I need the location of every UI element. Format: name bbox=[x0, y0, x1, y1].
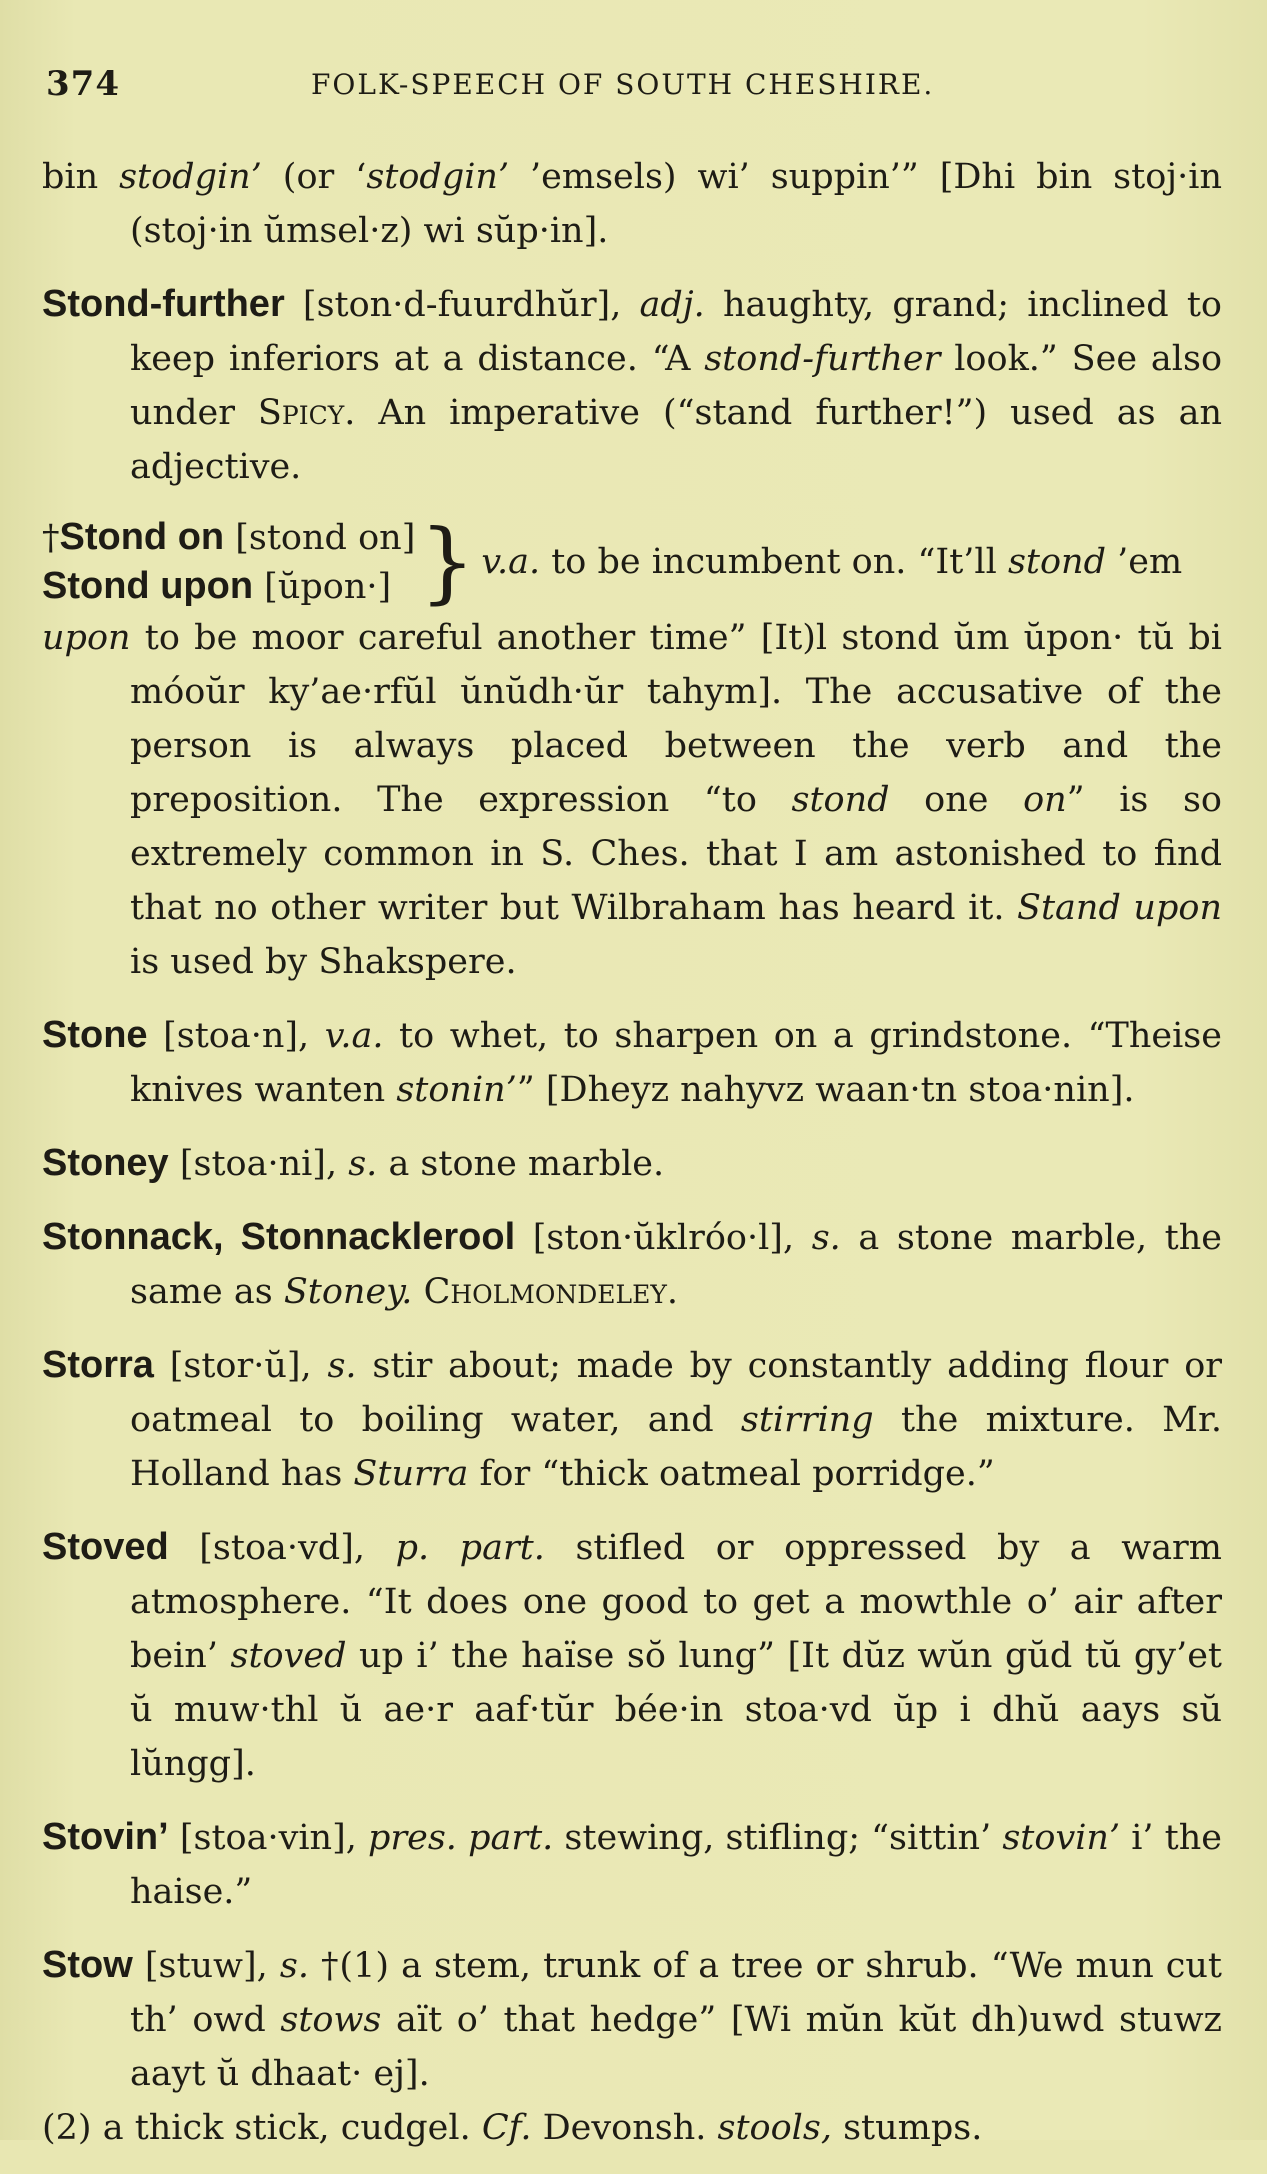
entry-text: Stow [stuw], s. †(1) a stem, trunk of a tree or shrub. “We mun cut th’ owd stows aït o’ that hedge” [Wi mŭn kŭt dh)uwd stuwz aayt ŭ dhaat· ej]. bbox=[42, 1944, 1222, 2094]
entry-text: bin stodgin’ (or ‘stodgin’ ’emsels) wi’ suppin’” [Dhi bin stoj·in (stoj·in ŭmsel·z) wi sŭp·in]. bbox=[42, 157, 1222, 251]
entry-text: Stovin’ [stoa·vin], pres. part. stewing, stifling; “sittin’ stovin’ i’ the haise.” bbox=[42, 1816, 1222, 1912]
entry-text: Stonnack, Stonnacklerool [ston·ŭklróo·l], s. a stone marble, the same as Stoney. Cholmondeley. bbox=[42, 1216, 1222, 1312]
part-of-speech: s. bbox=[348, 1144, 378, 1184]
dictionary-body bbox=[42, 150, 1222, 2174]
entry-text: Stoney [stoa·ni], s. a stone marble. bbox=[42, 1142, 665, 1184]
headword: Stond upon bbox=[42, 565, 254, 607]
entry-stoved bbox=[42, 1520, 1222, 1791]
entry-text: Stone [stoa·n], v.a. to whet, to sharpen on a grindstone. “Theise knives wanten stonin’” [Dheyz nahyvz waan·tn stoa·nin]. bbox=[42, 1014, 1222, 1110]
part-of-speech: p. part. bbox=[395, 1528, 545, 1568]
entry-text: upon to be moor careful another time” [It)l stond ŭm ŭpon· tŭ bi móoŭr ky’ae·rfŭl ŭnŭdh·ŭr tahym]. The accusative of the person is always placed between the verb and the preposition. The expression “to stond one on” is so extremely common in S. Ches. that I am astonished to find that no other writer but Wilbraham has heard it. Stand upon is used by Shakspere. bbox=[42, 618, 1223, 982]
headword: Stovin’ bbox=[42, 1816, 169, 1858]
headword: Storra bbox=[42, 1344, 154, 1386]
entry-storra bbox=[42, 1338, 1222, 1501]
running-title: FOLK-SPEECH OF SOUTH CHESHIRE. bbox=[311, 68, 935, 101]
page-number: 374 bbox=[46, 64, 120, 104]
entry-text: Stond-further [ston·d-fuurdhŭr], adj. haughty, grand; inclined to keep inferiors at a distance. “A stond-further look.” See also under Spicy. An imperative (“stand further!”) used as an adjective. bbox=[42, 283, 1223, 487]
part-of-speech: v.a. bbox=[324, 1016, 384, 1056]
headword: Stonnack, Stonnacklerool bbox=[42, 1216, 516, 1258]
entry-stone bbox=[42, 1008, 1222, 1117]
headword: Stow bbox=[42, 1944, 133, 1986]
obsolete-mark: † bbox=[42, 518, 60, 558]
headword: Stoney bbox=[42, 1142, 169, 1184]
part-of-speech: s. bbox=[327, 1346, 357, 1386]
headword: Stond-further bbox=[42, 283, 285, 325]
entry-stow bbox=[42, 1938, 1222, 2155]
part-of-speech: s. bbox=[279, 1946, 309, 1986]
part-of-speech: pres. part. bbox=[368, 1818, 554, 1858]
entry-text: Storra [stor·ŭ], s. stir about; made by constantly adding flour or oatmeal to boiling water, and stirring the mixture. Mr. Holland has Sturra for “thick oatmeal porridge.” bbox=[42, 1344, 1222, 1494]
part-of-speech: v.a. bbox=[481, 542, 541, 582]
cross-reference: Spicy bbox=[257, 393, 345, 433]
entry-stond-on bbox=[42, 510, 1223, 989]
entry-text: Stoved [stoa·vd], p. part. stifled or oppressed by a warm atmosphere. “It does one good to get a mowthle o’ air after bein’ stoved up i’ the haïse sŏ lung” [It dŭz wŭn gŭd tŭ gy’et ŭ muw·thl ŭ ae·r aaf·tŭr bée·in stoa·vd ŭp i dhŭ aays sŭ lŭngg]. bbox=[42, 1526, 1222, 1784]
headword: Stoved bbox=[42, 1526, 169, 1568]
entry-stoney bbox=[42, 1136, 1222, 1191]
brace: } bbox=[419, 510, 476, 613]
continued-entry bbox=[42, 150, 1222, 258]
entry-stovin bbox=[42, 1810, 1222, 1919]
part-of-speech: s. bbox=[811, 1218, 841, 1258]
entry-stond-further bbox=[42, 277, 1222, 494]
part-of-speech: adj. bbox=[639, 285, 705, 325]
headword-pair: †Stond on [stond on] Stond upon [ŭpon·] } v.a. to be incumbent on. “It’ll stond ’em bbox=[42, 510, 1183, 613]
authority: Cholmondeley. bbox=[423, 1272, 678, 1312]
headword: Stond on bbox=[59, 516, 225, 558]
sense-2: (2) a thick stick, cudgel. Cf. Devonsh. stools, stumps. bbox=[42, 2108, 983, 2148]
headword: Stone bbox=[42, 1014, 148, 1056]
entry-stonnack bbox=[42, 1210, 1222, 1319]
